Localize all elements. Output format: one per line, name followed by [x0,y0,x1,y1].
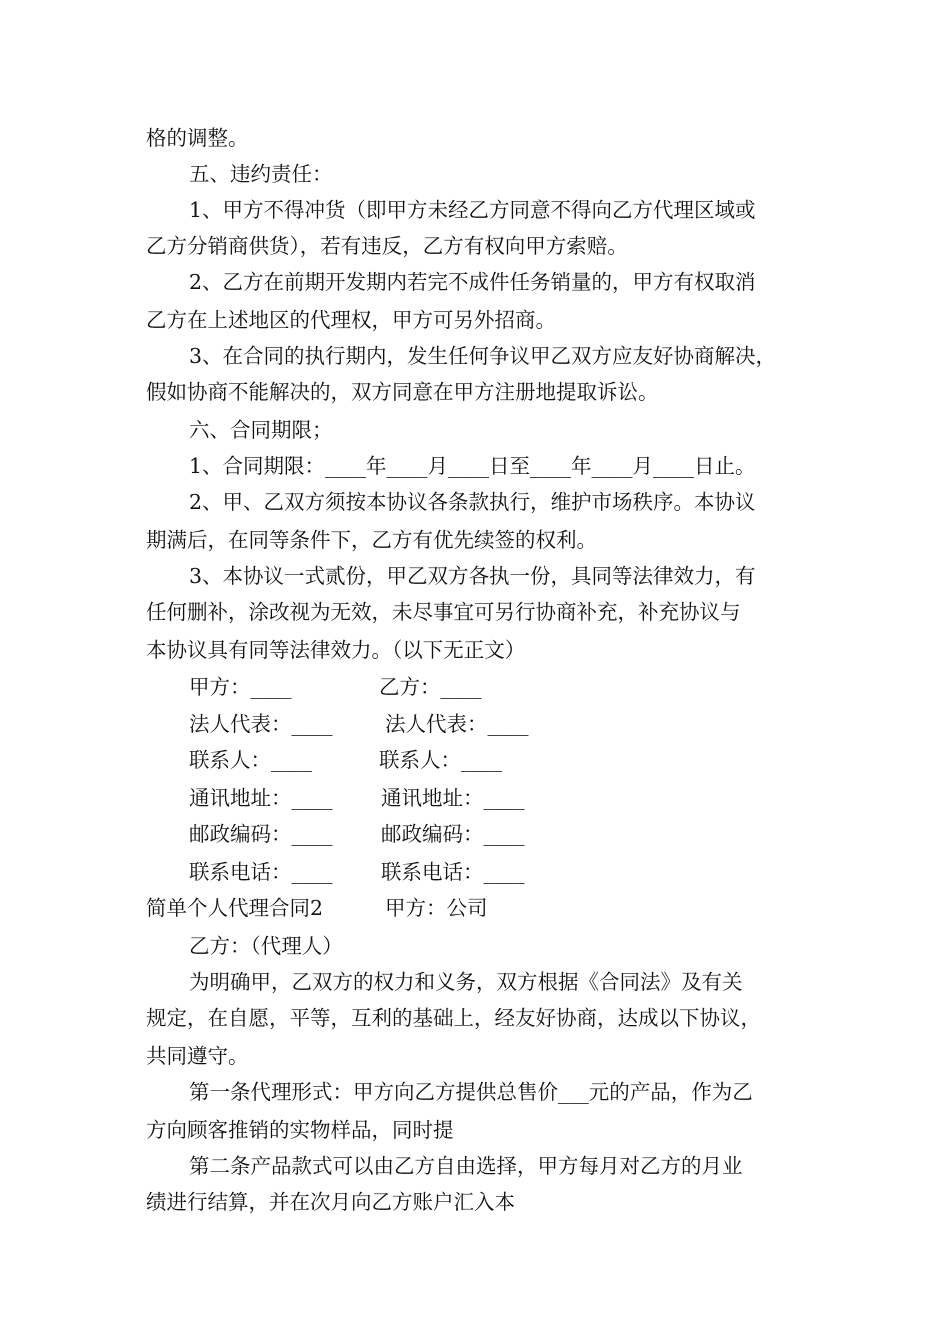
body-line: 假如协商不能解决的，双方同意在甲方注册地提取诉讼。 [146,380,659,404]
contract2-party-b: 乙方：（代理人） [189,934,343,958]
party-a-phone-field: 联系电话：____ [189,860,333,884]
party-a-address-field: 通讯地址：____ [189,786,333,810]
contract2-party-a: 甲方：公司 [385,896,488,920]
body-line: 1、合同期限：____年____月____日至____年____月____日止。 [189,454,756,478]
body-line: 乙方在上述地区的代理权，甲方可另外招商。 [146,308,556,332]
body-line: 格的调整。 [146,126,249,150]
body-line: 3、在合同的执行期内，发生任何争议甲乙双方应友好协商解决， [189,344,777,368]
party-b-representative-field: 法人代表：____ [385,712,529,736]
body-line: 1、甲方不得冲货（即甲方未经乙方同意不得向乙方代理区域或 [189,198,756,222]
party-b-phone-field: 联系电话：____ [381,860,525,884]
party-a-representative-field: 法人代表：____ [189,712,333,736]
party-b-address-field: 通讯地址：____ [381,786,525,810]
party-b-postcode-field: 邮政编码：____ [381,822,525,846]
party-b-field: 乙方：____ [379,675,482,699]
body-line: 乙方分销商供货），若有违反，乙方有权向甲方索赔。 [146,234,628,258]
body-line: 3、本协议一式贰份，甲乙双方各执一份，具同等法律效力，有 [189,564,756,588]
section-heading: 五、违约责任： [189,162,333,186]
body-line: 期满后，在同等条件下，乙方有优先续签的权利。 [146,528,597,552]
body-line: 2、甲、乙双方须按本协议各条款执行，维护市场秩序。本协议 [189,490,756,514]
body-line: 方向顾客推销的实物样品，同时提 [146,1118,454,1142]
body-line: 绩进行结算，并在次月向乙方账户汇入本 [146,1190,515,1214]
party-a-postcode-field: 邮政编码：____ [189,822,333,846]
body-line: 任何删补，涂改视为无效，未尽事宜可另行协商补充，补充协议与 [146,600,741,624]
body-line: 规定，在自愿，平等，互利的基础上，经友好协商，达成以下协议， [146,1006,761,1030]
body-line: 本协议具有同等法律效力。（以下无正文） [146,638,526,662]
body-line: 共同遵守。 [146,1044,249,1068]
contract2-title: 简单个人代理合同2 [146,896,324,920]
party-b-contact-field: 联系人：____ [379,748,502,772]
section-heading: 六、合同期限； [189,418,333,442]
party-a-contact-field: 联系人：____ [189,748,312,772]
party-a-field: 甲方：____ [189,675,292,699]
body-line: 2、乙方在前期开发期内若完不成件任务销量的，甲方有权取消 [189,270,756,294]
body-line: 第二条产品款式可以由乙方自由选择，甲方每月对乙方的月业 [189,1154,743,1178]
body-line: 为明确甲，乙双方的权力和义务，双方根据《合同法》及有关 [189,970,743,994]
body-line: 第一条代理形式：甲方向乙方提供总售价___元的产品，作为乙 [189,1080,753,1104]
